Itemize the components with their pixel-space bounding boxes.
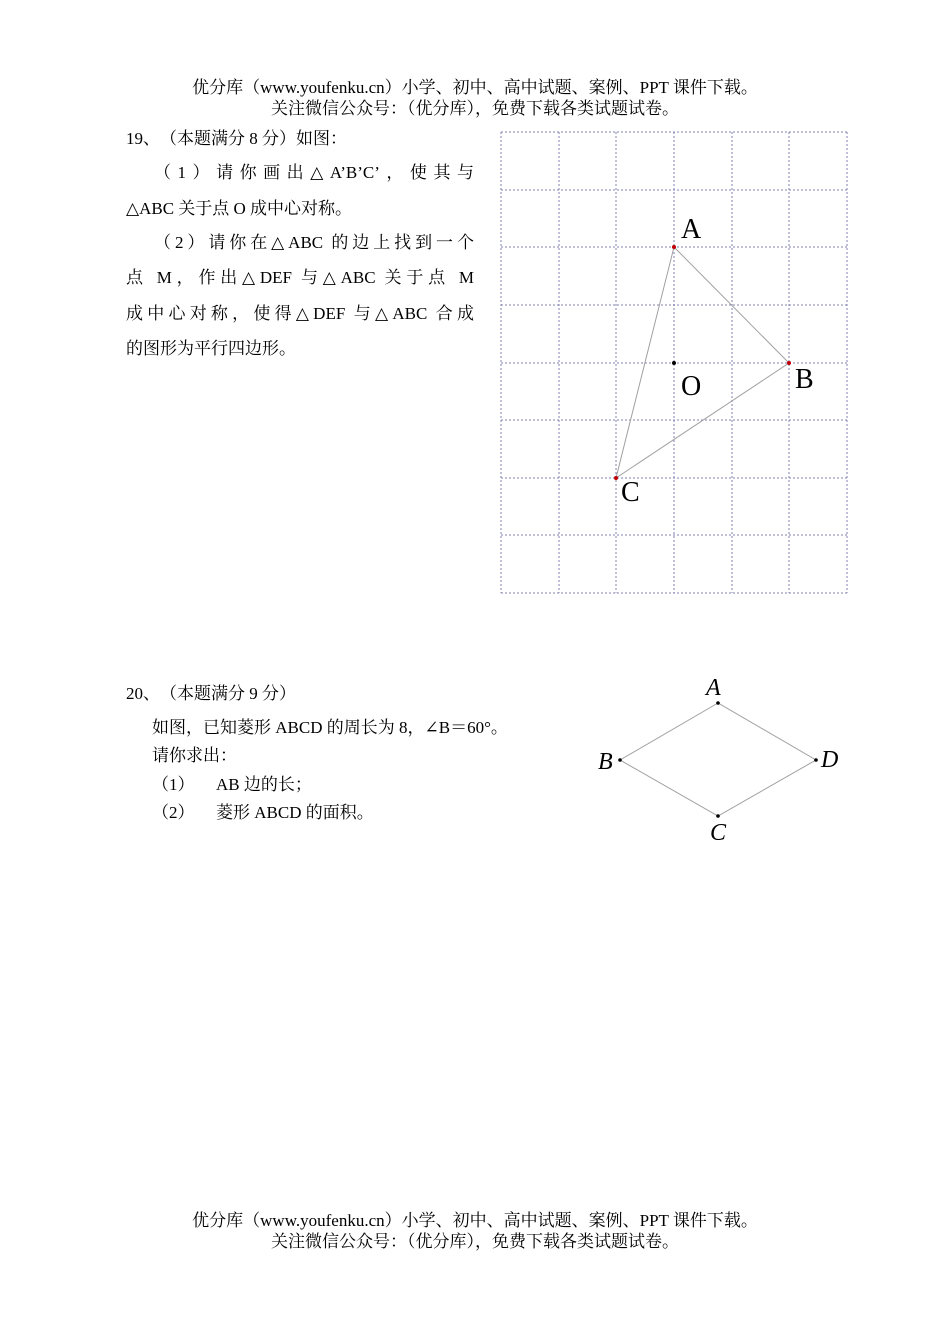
footer-line-1: 优分库（www.youfenku.cn）小学、初中、高中试题、案例、PPT 课件下载。 — [192, 1211, 758, 1230]
label-b: B — [795, 364, 814, 395]
q20-title: 20、 （本题满分 9 分） — [126, 684, 296, 703]
q20-item-1-text: AB 边的长； — [216, 775, 312, 794]
vertex-b — [618, 758, 622, 762]
q20-item-1-num: （1） — [152, 775, 195, 794]
rhombus-abcd — [620, 703, 816, 816]
header-line-1: 优分库（www.youfenku.cn）小学、初中、高中试题、案例、PPT 课件下载。 — [192, 78, 758, 97]
vertex-c — [716, 814, 720, 818]
label-a: A — [681, 214, 702, 245]
label-c: C — [621, 477, 640, 508]
rhombus-label-d: D — [821, 747, 839, 773]
q19-line-1: （1）请你画出△A’B’C’，使其与 — [154, 163, 474, 182]
footer-line-2: 关注微信公众号：（优分库），免费下载各类试题试卷。 — [271, 1232, 679, 1251]
vertex-d — [814, 758, 818, 762]
q19-line-2: △ABC 关于点 O 成中心对称。 — [126, 199, 353, 218]
q20-item-2-text: 菱形 ABCD 的面积。 — [216, 803, 374, 822]
q19-line-3: （2）请你在△ABC 的边上找到一个 — [154, 233, 474, 252]
q19-line-4: 点 M，作出△DEF 与△ABC 关于点 M — [126, 268, 474, 287]
label-o: O — [681, 371, 702, 402]
q19-line-6: 的图形为平行四边形。 — [126, 339, 296, 358]
q20-item-2-num: （2） — [152, 803, 195, 822]
header-line-2: 关注微信公众号：（优分库），免费下载各类试题试卷。 — [271, 99, 679, 118]
rhombus-label-a: A — [706, 675, 721, 701]
q20-line-2: 请你求出： — [152, 746, 237, 765]
vertex-a — [716, 701, 720, 705]
rhombus-label-c: C — [710, 820, 727, 846]
rhombus-label-b: B — [598, 749, 613, 775]
q20-line-1: 如图，已知菱形 ABCD 的周长为 8，∠B＝60°。 — [152, 718, 508, 737]
q19-line-5: 成中心对称，使得△DEF 与△ABC 合成 — [126, 304, 474, 323]
q19-title: 19、 （本题满分 8 分）如图： — [126, 129, 347, 148]
